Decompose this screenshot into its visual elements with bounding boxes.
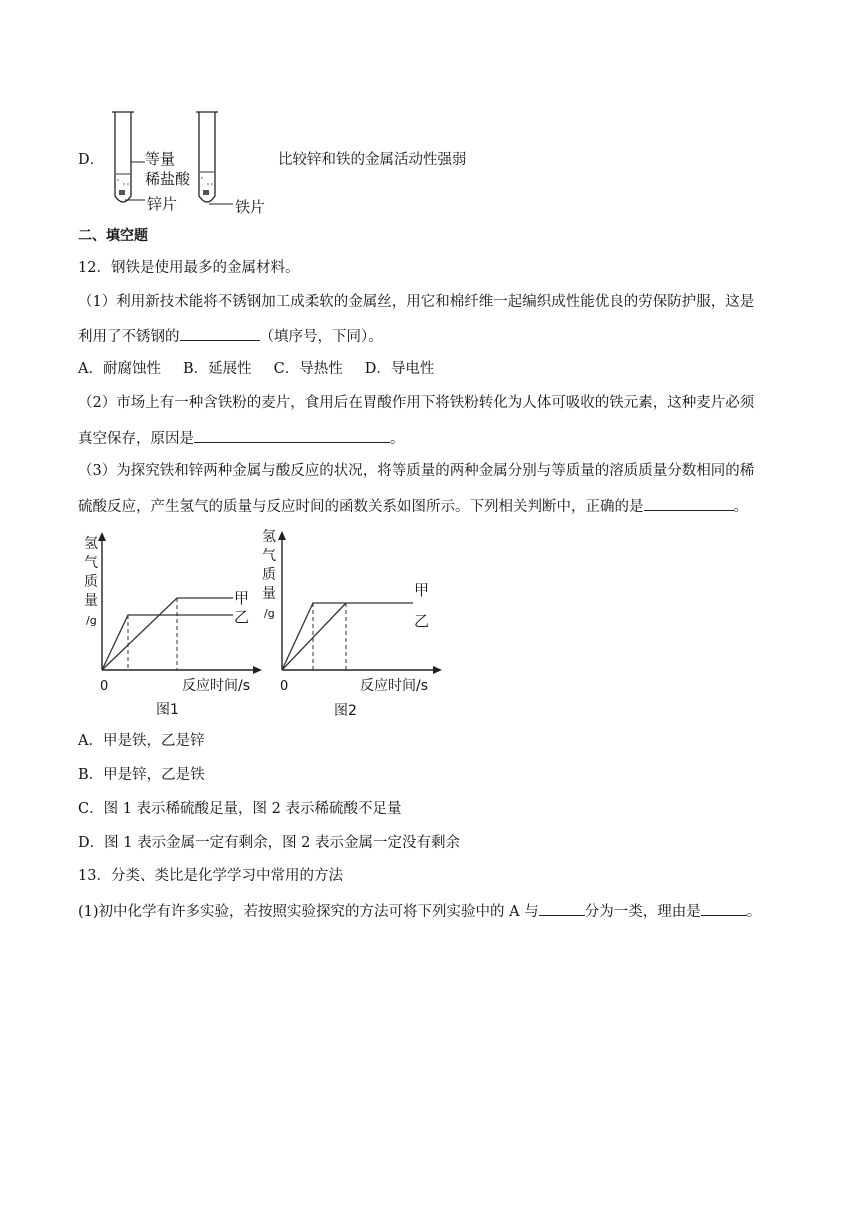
graph-2-origin: 0 <box>280 679 289 694</box>
option-d-description: 比较锌和铁的金属活动性强弱 <box>278 152 467 168</box>
option-a: A．耐腐蚀性 <box>78 361 161 377</box>
q12-p1-line2: 利用了不锈钢的 （填序号，下同）。 <box>78 325 383 347</box>
q12-p1-line1: （1）利用新技术能将不锈钢加工成柔软的金属丝，用它和棉纤维一起编织成性能优良的劳保防护服，这是 <box>78 294 755 310</box>
q13-stem: 13．分类、类比是化学学习中常用的方法 <box>78 868 343 884</box>
q12-options <box>78 359 456 379</box>
graph-2 <box>256 525 446 720</box>
graph-1 <box>76 528 266 720</box>
iron-test-tube <box>196 112 218 202</box>
q12-answer-a: A．甲是铁，乙是锌 <box>78 733 205 749</box>
option-b: B．延展性 <box>182 361 252 377</box>
q12-p2-line2: 真空保存，原因是 。 <box>78 427 405 449</box>
graph-2-ylabel-4: 量 <box>262 586 276 602</box>
option-d-label: D． <box>78 152 105 168</box>
graph-2-caption: 图2 <box>334 703 357 719</box>
q12-p2-line1: （2）市场上有一种含铁粉的麦片，食用后在胃酸作用下将铁粉转化为人体可吸收的铁元素，这种麦片必须 <box>78 395 755 411</box>
zinc-label: 锌片 <box>147 195 178 213</box>
graph-1-ylabel-1: 氢 <box>84 536 98 552</box>
graph-2-ylabel-3: 质 <box>262 567 276 583</box>
q12-answer-b: B．甲是锌，乙是铁 <box>78 767 205 783</box>
left-tube-label-1: 等量 <box>145 150 176 168</box>
graph-1-ylabel-3: 质 <box>84 574 98 590</box>
zinc-test-tube <box>112 112 134 202</box>
graph-1-origin: 0 <box>100 679 109 694</box>
graph-2-curve-yi <box>282 603 346 670</box>
left-tube-label-2: 稀盐酸 <box>145 170 191 188</box>
graph-1-ylabel-2: 气 <box>84 555 98 571</box>
option-c: C．导热性 <box>273 361 343 377</box>
test-tube-diagram <box>105 108 275 218</box>
graph-2-series-yi: 乙 <box>414 612 430 630</box>
answer-blank-1[interactable] <box>180 325 260 341</box>
q13-p1: (1)初中化学有许多实验，若按照实验探究的方法可将下列实验中的 A 与 分为一类，理由是 。 <box>78 900 761 922</box>
answer-blank-5[interactable] <box>701 900 747 916</box>
graph-1-series-jia: 甲 <box>234 589 250 607</box>
iron-label: 铁片 <box>235 198 266 216</box>
option-d: D．导电性 <box>364 361 435 377</box>
q12-answer-d: D．图 1 表示金属一定有剩余，图 2 表示金属一定没有剩余 <box>78 835 461 851</box>
section-title: 二、填空题 <box>78 228 148 244</box>
graph-2-ylabel-2: 气 <box>262 548 276 564</box>
graph-2-series-jia: 甲 <box>414 581 430 599</box>
q12-p3-line1: （3）为探究铁和锌两种金属与酸反应的状况，将等质量的两种金属分别与等质量的溶质质量分数相同的稀 <box>78 463 755 479</box>
graph-1-curve-jia <box>102 598 233 670</box>
graph-2-xlabel: 反应时间/s <box>360 678 429 694</box>
q12-p3-line2: 硫酸反应，产生氢气的质量与反应时间的函数关系如图所示。下列相关判断中，正确的是 。 <box>78 495 748 517</box>
graph-2-ylabel-unit: /g <box>264 607 275 620</box>
graph-2-ylabel-1: 氢 <box>262 529 276 545</box>
answer-blank-4[interactable] <box>539 900 585 916</box>
graph-1-ylabel-unit: /g <box>86 614 97 627</box>
graph-1-curve-yi <box>102 615 233 670</box>
graph-1-caption: 图1 <box>156 702 179 718</box>
graph-2-curve-jia <box>282 603 413 670</box>
graph-1-ylabel-4: 量 <box>84 593 98 609</box>
answer-blank-2[interactable] <box>194 427 390 443</box>
graph-1-series-yi: 乙 <box>234 608 250 626</box>
q12-answer-c: C．图 1 表示稀硫酸足量，图 2 表示稀硫酸不足量 <box>78 801 402 817</box>
answer-blank-3[interactable] <box>644 495 734 511</box>
graph-1-xlabel: 反应时间/s <box>182 678 251 694</box>
q12-stem: 12．钢铁是使用最多的金属材料。 <box>78 260 300 276</box>
